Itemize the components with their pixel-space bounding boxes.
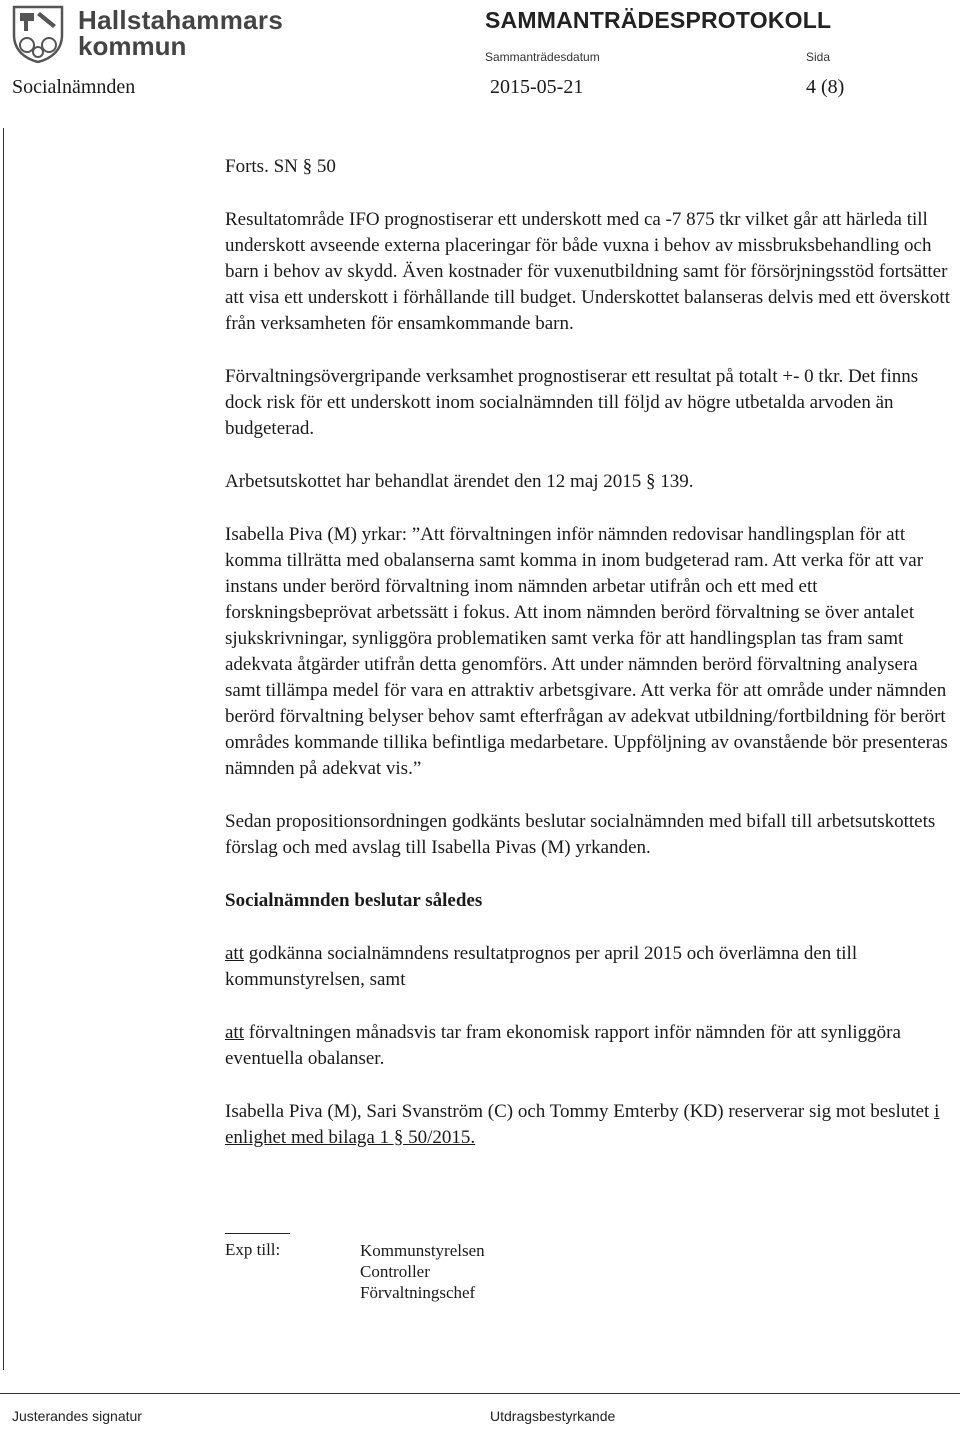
- municipal-crest-logo: [12, 5, 64, 63]
- paragraph-ifo: Resultatområde IFO prognostiserar ett underskott med ca -7 875 tkr vilket går att härleda till underskott avseende externa placeringar för både vuxna i behov av missbruksbehandling och barn i behov av skydd. Även kostnader för vuxenutbildning samt för försörjningsstöd fortsätter att visa ett underskott i förhållande till budget. Underskottet balanseras delvis med ett överskott från verksamheten för ensamkommande barn.: [225, 209, 950, 334]
- att-keyword: att: [225, 1022, 244, 1043]
- meeting-date: 2015-05-21: [490, 76, 584, 98]
- continuation-heading: Forts. SN § 50: [225, 156, 336, 177]
- decision-heading: Socialnämnden beslutar således: [225, 890, 483, 911]
- att-keyword: att: [225, 943, 244, 964]
- protocol-body: [225, 154, 955, 1151]
- decision-item-1: [225, 941, 955, 993]
- reservation-paragraph: [225, 1099, 955, 1151]
- exp-recipient-list: [360, 1240, 485, 1303]
- footer-rule: [0, 1393, 960, 1394]
- paragraph-working-committee: Arbetsutskottet har behandlat ärendet den 12 maj 2015 § 139.: [225, 471, 694, 492]
- committee-name: Socialnämnden: [12, 76, 136, 98]
- margin-rule: [3, 128, 4, 1370]
- paragraph-administration: Förvaltningsövergripande verksamhet prognostiserar ett resultat på totalt +- 0 tkr. Det finns dock risk för ett underskott inom socialnämnden till följd av högre utbetalda arvoden än budgeterad.: [225, 366, 919, 439]
- reservation-text: Isabella Piva (M), Sari Svanström (C) och Tommy Emterby (KD) reserverar sig mot beslutet: [225, 1101, 935, 1122]
- decision-item-2: [225, 1020, 955, 1072]
- signature-label: Justerandes signatur: [12, 1408, 142, 1424]
- page-number: 4 (8): [806, 76, 845, 98]
- municipality-name-line2: kommun: [78, 31, 187, 61]
- exp-label: Exp till:: [225, 1240, 281, 1259]
- extract-certification-label: Utdragsbestyrkande: [490, 1408, 616, 1424]
- municipality-name-line1: Hallstahammars: [78, 5, 284, 35]
- appendix-link[interactable]: i enlighet med bilaga 1 § 50/2015.: [225, 1101, 940, 1148]
- exp-recipient: Controller: [360, 1262, 430, 1281]
- exp-divider: [225, 1233, 290, 1234]
- meeting-date-label: Sammanträdesdatum: [485, 50, 600, 64]
- exp-recipient: Kommunstyrelsen: [360, 1241, 485, 1260]
- document-title: SAMMANTRÄDESPROTOKOLL: [485, 7, 832, 33]
- paragraph-proposition-order: Sedan propositionsordningen godkänts beslutar socialnämnden med bifall till arbetsutskottets förslag och med avslag till Isabella Pivas (M) yrkanden.: [225, 811, 936, 858]
- exp-recipient: Förvaltningschef: [360, 1283, 476, 1302]
- decision-item-2-text: förvaltningen månadsvis tar fram ekonomisk rapport inför nämnden för att synliggöra eventuella obalanser.: [225, 1022, 901, 1069]
- paragraph-motion: Isabella Piva (M) yrkar: ”Att förvaltningen inför nämnden redovisar handlingsplan för att komma tillrätta med obalanserna samt komma in inom budgeterad ram. Att verka för att var instans under berörd förvaltning inom nämnden arbetar utifrån och ett med ett forskningsbeprövat arbetssätt i fokus. Att inom nämnden berörd förvaltning se över antalet sjukskrivningar, synliggöra problematiken samt verka för att handlingsplan tas fram samt adekvata åtgärder utifrån detta genomförs. Att under nämnden berörd förvaltning analysera samt tillämpa medel för vara en attraktiv arbetsgivare. Att verka för att område under nämnden berörd förvaltning belyser behov samt efterfrågan av adekvat utbildning/fortbildning för berört områdes kommande tillika befintliga medarbetare. Uppföljning av ovanstående bör presenteras nämnden på adekvat vis.”: [225, 524, 948, 779]
- decision-item-1-text: godkänna socialnämndens resultatprognos per april 2015 och överlämna den till kommunstyrelsen, samt: [225, 943, 858, 990]
- page-label: Sida: [806, 50, 831, 64]
